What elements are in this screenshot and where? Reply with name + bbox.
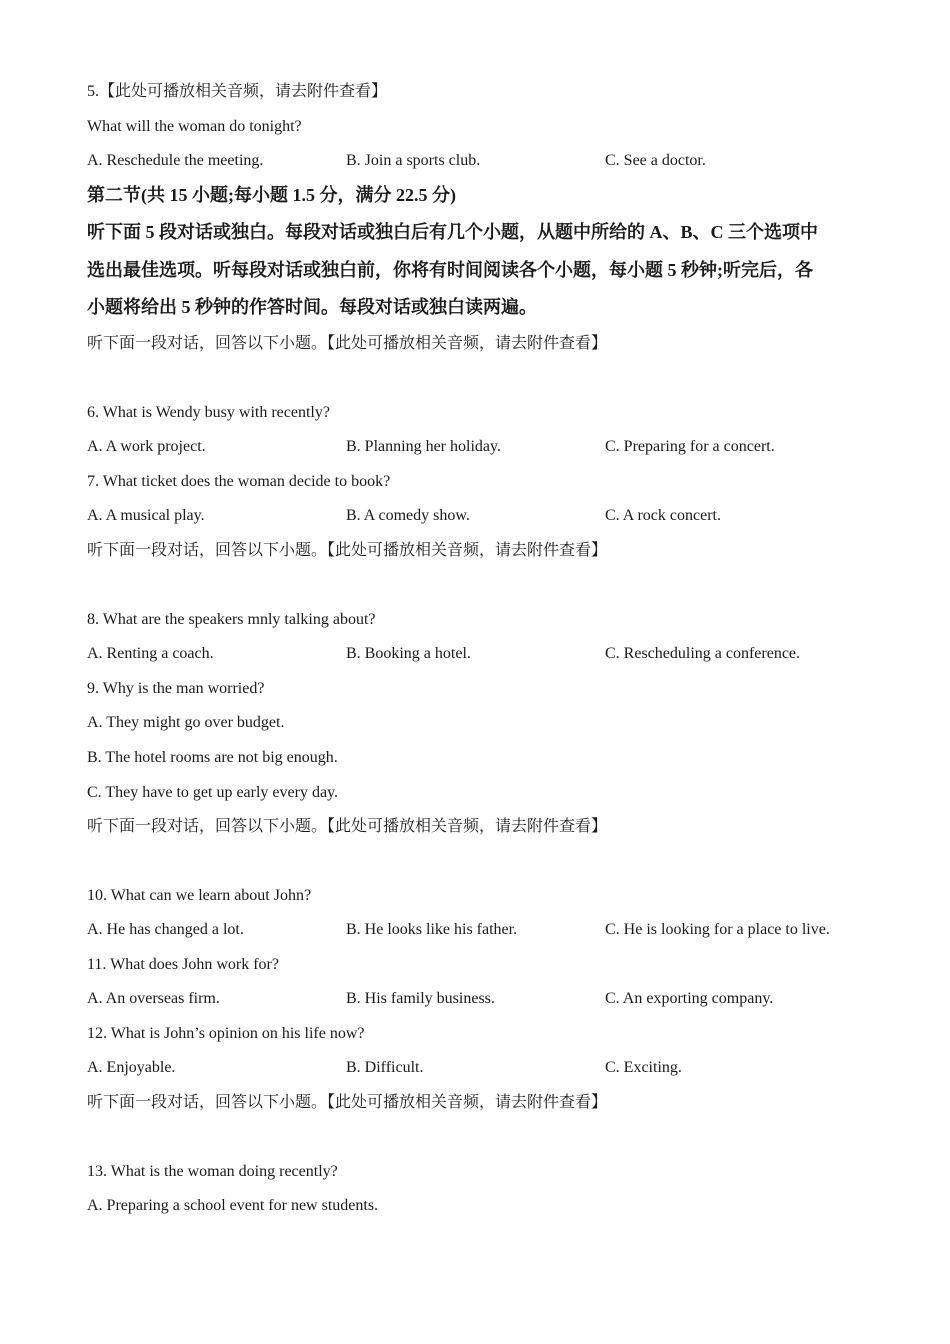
q6-option-c: C. Preparing for a concert. [605,438,775,455]
q7-question: 7. What ticket does the woman decide to book? [87,473,391,490]
q8-option-a: A. Renting a coach. [87,645,214,662]
q10-option-a: A. He has changed a lot. [87,921,244,938]
q12-question: 12. What is John’s opinion on his life now? [87,1025,365,1042]
q6-option-b: B. Planning her holiday. [346,438,501,455]
listen-note: 听下面一段对话，回答以下小题。【此处可播放相关音频，请去附件查看】 [87,335,608,352]
q13-option-a: A. Preparing a school event for new students. [87,1197,379,1214]
q8-option-c: C. Rescheduling a conference. [605,645,801,662]
q9-option-c: C. They have to get up early every day. [87,784,339,801]
q5-option-a: A. Reschedule the meeting. [87,152,264,169]
q5-question: What will the woman do tonight? [87,118,302,135]
q6-question: 6. What is Wendy busy with recently? [87,404,330,421]
q5-option-b: B. Join a sports club. [346,152,481,169]
q7-option-a: A. A musical play. [87,507,205,524]
q9-question: 9. Why is the man worried? [87,680,265,697]
listen-note: 听下面一段对话，回答以下小题。【此处可播放相关音频，请去附件查看】 [87,1094,608,1111]
q9-option-a: A. They might go over budget. [87,714,285,731]
q10-question: 10. What can we learn about John? [87,887,312,904]
q12-option-a: A. Enjoyable. [87,1059,176,1076]
section2-instructions-line2: 选出最佳选项。听每段对话或独白前，你将有时间阅读各个小题，每小题 5 秒钟;听完后，各 [87,260,813,280]
q11-question: 11. What does John work for? [87,956,279,973]
listen-note: 听下面一段对话，回答以下小题。【此处可播放相关音频，请去附件查看】 [87,818,608,835]
q10-option-b: B. He looks like his father. [346,921,518,938]
q13-question: 13. What is the woman doing recently? [87,1163,338,1180]
q10-option-c: C. He is looking for a place to live. [605,921,830,938]
q7-option-c: C. A rock concert. [605,507,721,524]
listen-note: 听下面一段对话，回答以下小题。【此处可播放相关音频，请去附件查看】 [87,542,608,559]
q11-option-c: C. An exporting company. [605,990,774,1007]
q7-option-b: B. A comedy show. [346,507,470,524]
section2-heading: 第二节(共 15 小题;每小题 1.5 分，满分 22.5 分) [87,185,456,205]
section2-instructions-line3: 小题将给出 5 秒钟的作答时间。每段对话或独白读两遍。 [87,297,537,317]
q11-option-a: A. An overseas firm. [87,990,220,1007]
q12-option-c: C. Exciting. [605,1059,682,1076]
q9-option-b: B. The hotel rooms are not big enough. [87,749,338,766]
q8-option-b: B. Booking a hotel. [346,645,471,662]
section2-instructions-line1: 听下面 5 段对话或独白。每段对话或独白后有几个小题，从题中所给的 A、B、C 三个选项中 [87,222,818,242]
q12-option-b: B. Difficult. [346,1059,424,1076]
q11-option-b: B. His family business. [346,990,495,1007]
q6-option-a: A. A work project. [87,438,206,455]
q8-question: 8. What are the speakers mnly talking about? [87,611,376,628]
q5-option-c: C. See a doctor. [605,152,706,169]
q5-prompt: 5.【此处可播放相关音频，请去附件查看】 [87,83,388,100]
